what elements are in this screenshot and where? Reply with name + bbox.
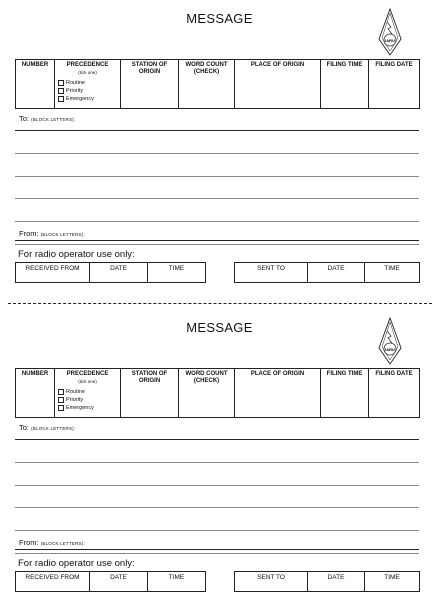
- from-line[interactable]: [15, 240, 419, 241]
- priority-checkbox[interactable]: [58, 88, 64, 94]
- filing-time-cell[interactable]: [321, 60, 369, 109]
- sent-table: [234, 571, 420, 592]
- sent-date-label: DATE: [327, 574, 345, 581]
- sent-date-label: DATE: [327, 265, 345, 272]
- cut-line: [8, 303, 432, 304]
- to-line-3[interactable]: [15, 176, 419, 177]
- form-title: MESSAGE: [186, 320, 253, 335]
- to-line-3[interactable]: [15, 485, 419, 486]
- place-of-origin-cell[interactable]: [235, 60, 321, 109]
- received-date-label: DATE: [110, 574, 127, 581]
- iaru-emblem-icon: [378, 317, 402, 365]
- from-label: From: (BLOCK LETTERS):: [19, 538, 85, 547]
- routine-option[interactable]: [58, 79, 120, 87]
- from-block-letters: (BLOCK LETTERS):: [40, 541, 85, 546]
- received-from-cell[interactable]: [16, 572, 90, 592]
- station-of-origin-cell[interactable]: [121, 60, 179, 109]
- sent-date-cell[interactable]: [308, 572, 365, 592]
- from-line-double: [15, 553, 419, 554]
- priority-checkbox[interactable]: [58, 397, 64, 403]
- to-line-4[interactable]: [15, 198, 419, 199]
- filing-time-label: FILING TIME: [326, 371, 363, 377]
- received-table: [15, 262, 206, 283]
- sent-date-cell[interactable]: [308, 263, 365, 283]
- emergency-label: Emergency: [66, 95, 94, 102]
- header-table: [15, 59, 420, 109]
- received-time-cell[interactable]: [148, 572, 206, 592]
- precedence-label: PRECEDENCE: [66, 62, 109, 68]
- from-block-letters: (BLOCK LETTERS):: [40, 232, 85, 237]
- filing-time-cell[interactable]: [321, 369, 369, 418]
- to-line-1[interactable]: [15, 130, 419, 131]
- routine-option[interactable]: [58, 388, 120, 396]
- to-label: To: (BLOCK LETTERS):: [19, 423, 76, 432]
- radio-operator-label: For radio operator use only:: [18, 249, 135, 260]
- from-line[interactable]: [15, 549, 419, 550]
- word-count-label: WORD COUNT (CHECK): [185, 62, 228, 75]
- sent-to-label: SENT TO: [257, 574, 285, 581]
- place-of-origin-label: PLACE OF ORIGIN: [250, 62, 305, 68]
- sent-time-cell[interactable]: [365, 572, 420, 592]
- to-block-letters: (BLOCK LETTERS):: [31, 426, 76, 431]
- filing-date-cell[interactable]: [369, 60, 420, 109]
- routine-label: Routine: [66, 388, 85, 395]
- iaru-emblem-icon: [378, 8, 402, 56]
- precedence-hint: (tick one): [78, 379, 97, 384]
- from-label: From: (BLOCK LETTERS):: [19, 229, 85, 238]
- received-date-cell[interactable]: [90, 263, 148, 283]
- station-of-origin-cell[interactable]: [121, 369, 179, 418]
- sent-to-cell[interactable]: [235, 572, 308, 592]
- filing-date-label: FILING DATE: [375, 62, 413, 68]
- filing-date-label: FILING DATE: [375, 371, 413, 377]
- received-date-cell[interactable]: [90, 572, 148, 592]
- station-of-origin-label: STATION OF ORIGIN: [131, 371, 168, 384]
- to-line-5[interactable]: [15, 221, 419, 222]
- emergency-checkbox[interactable]: [58, 405, 64, 411]
- emergency-label: Emergency: [66, 404, 94, 411]
- sent-time-cell[interactable]: [365, 263, 420, 283]
- received-time-label: TIME: [168, 265, 185, 272]
- to-label: To: (BLOCK LETTERS):: [19, 114, 76, 123]
- emergency-option[interactable]: [58, 404, 120, 412]
- filing-time-label: FILING TIME: [326, 62, 363, 68]
- radio-operator-label: For radio operator use only:: [18, 558, 135, 569]
- emergency-option[interactable]: [58, 95, 120, 103]
- received-date-label: DATE: [110, 265, 127, 272]
- sent-time-label: TIME: [384, 265, 400, 272]
- received-from-cell[interactable]: [16, 263, 90, 283]
- sent-to-label: SENT TO: [257, 265, 285, 272]
- logo-text: IARU: [385, 38, 395, 43]
- priority-option[interactable]: [58, 87, 120, 95]
- to-line-5[interactable]: [15, 530, 419, 531]
- received-time-label: TIME: [168, 574, 185, 581]
- number-cell[interactable]: [16, 369, 55, 418]
- precedence-cell: [55, 369, 121, 418]
- priority-label: Priority: [66, 396, 84, 403]
- precedence-cell: [55, 60, 121, 109]
- station-of-origin-label: STATION OF ORIGIN: [131, 62, 168, 75]
- word-count-label: WORD COUNT (CHECK): [185, 371, 228, 384]
- from-line-double: [15, 244, 419, 245]
- to-line-2[interactable]: [15, 153, 419, 154]
- received-time-cell[interactable]: [148, 263, 206, 283]
- routine-checkbox[interactable]: [58, 80, 64, 86]
- to-block-letters: (BLOCK LETTERS):: [31, 117, 76, 122]
- received-table: [15, 571, 206, 592]
- received-from-label: RECEIVED FROM: [25, 265, 80, 272]
- received-from-label: RECEIVED FROM: [25, 574, 80, 581]
- number-cell[interactable]: [16, 60, 55, 109]
- place-of-origin-label: PLACE OF ORIGIN: [250, 371, 305, 377]
- number-label: NUMBER: [21, 62, 49, 68]
- sent-time-label: TIME: [384, 574, 400, 581]
- logo-text: IARU: [385, 347, 395, 352]
- header-table: [15, 368, 420, 418]
- form-title: MESSAGE: [186, 11, 253, 26]
- word-count-cell[interactable]: [179, 60, 235, 109]
- precedence-label: PRECEDENCE: [66, 371, 109, 377]
- routine-checkbox[interactable]: [58, 389, 64, 395]
- to-line-4[interactable]: [15, 507, 419, 508]
- routine-label: Routine: [66, 79, 85, 86]
- number-label: NUMBER: [21, 371, 49, 377]
- filing-date-cell[interactable]: [369, 369, 420, 418]
- emergency-checkbox[interactable]: [58, 96, 64, 102]
- place-of-origin-cell[interactable]: [235, 369, 321, 418]
- word-count-cell[interactable]: [179, 369, 235, 418]
- sent-table: [234, 262, 420, 283]
- priority-option[interactable]: [58, 396, 120, 404]
- to-line-1[interactable]: [15, 439, 419, 440]
- precedence-hint: (tick one): [78, 70, 97, 75]
- priority-label: Priority: [66, 87, 84, 94]
- to-line-2[interactable]: [15, 462, 419, 463]
- sent-to-cell[interactable]: [235, 263, 308, 283]
